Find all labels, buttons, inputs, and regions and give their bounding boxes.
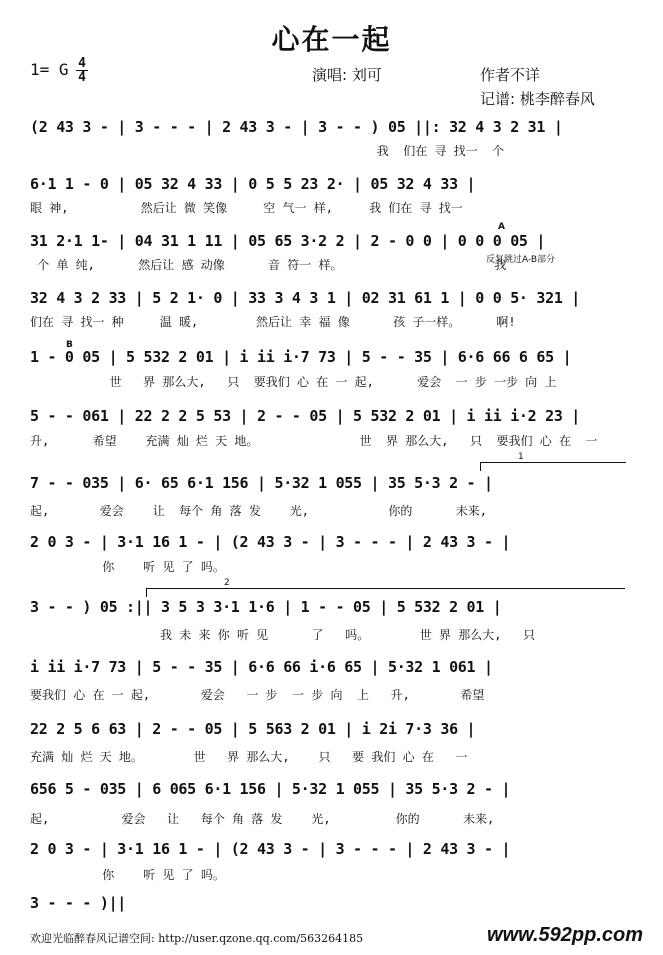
notation-line: 32 4 3 2 33 | 5 2 1· 0 | 33 3 4 3 1 | 02 31 61 1 | 0 0 5· 321 | — [30, 289, 581, 307]
notation-line: 5 - - 061 | 22 2 2 5 53 | 2 - - 05 | 5 532 2 01 | i ii i·2 23 | — [30, 407, 581, 425]
mark-a: A — [498, 222, 505, 232]
time-signature-top: 4 — [78, 56, 86, 71]
notation-line: 656 5 - 035 | 6 065 6·1 156 | 5·32 1 055 | 35 5·3 2 - | — [30, 780, 511, 798]
repeat-skip-remark: 反复跳过A-B部分 — [486, 255, 556, 265]
volta-2-number: 2 — [224, 578, 230, 588]
notation-line: 31 2·1 1- | 04 31 1 11 | 05 65 3·2 2 | 2 - 0 0 | 0 0 0 05 | — [30, 232, 546, 250]
lyric-line: 世 界 那么大, 只 要我们 心 在 一 起, 爱会 一 步 一步 向 上 — [30, 375, 557, 389]
notation-line: 3 - - - )|| — [30, 894, 127, 912]
notation-line: 3 - - ) 05 :|| 3 5 3 3·1 1·6 | 1 - - 05 | 5 532 2 01 | — [30, 598, 502, 616]
volta-1-number: 1 — [518, 452, 524, 462]
notation-line: 1 - 0 05 | 5 532 2 01 | i ii i·7 73 | 5 - - 35 | 6·6 66 6 65 | — [30, 348, 572, 366]
notation-line: (2 43 3 - | 3 - - - | 2 43 3 - | 3 - - ) 05 ||: 32 4 3 2 31 | — [30, 118, 563, 136]
lyric-line: 我 未 来 你 听 见 了 吗。 世 界 那么大, 只 — [30, 628, 536, 642]
notation-line: i ii i·7 73 | 5 - - 35 | 6·6 66 i·6 65 | 5·32 1 061 | — [30, 658, 493, 676]
lyric-line: 我 们在 寻 找一 个 — [30, 144, 505, 158]
volta-1-bracket — [480, 462, 626, 471]
singer: 演唱: 刘可 — [312, 66, 382, 84]
lyric-line: 升, 希望 充满 灿 烂 天 地。 世 界 那么大, 只 要我们 心 在 一 — [30, 434, 598, 448]
time-signature — [76, 58, 88, 83]
lyric-line: 要我们 心 在 一 起, 爱会 一 步 一 步 向 上 升, 希望 — [30, 688, 485, 702]
notation-line: 2 0 3 - | 3·1 16 1 - | (2 43 3 - | 3 - - - | 2 43 3 - | — [30, 533, 511, 551]
time-signature-bottom: 4 — [78, 70, 86, 85]
key-signature: 1= G — [30, 60, 69, 79]
footer-text: 欢迎光临醉春风记谱空间: http://user.qzone.qq.com/563264185 — [30, 932, 364, 945]
lyric-line: 充满 灿 烂 天 地。 世 界 那么大, 只 要 我们 心 在 一 — [30, 750, 468, 764]
notation-line: 22 2 5 6 63 | 2 - - 05 | 5 563 2 01 | i 2i 7·3 36 | — [30, 720, 476, 738]
volta-2-bracket — [146, 588, 625, 597]
song-title: 心在一起 — [271, 23, 392, 56]
lyric-line: 个 单 纯, 然后让 感 动像 音 符一 样。 我 — [30, 258, 507, 272]
notation-line: 7 - - 035 | 6· 65 6·1 156 | 5·32 1 055 | 35 5·3 2 - | — [30, 474, 493, 492]
transcriber: 记谱: 桃李醉春风 — [480, 90, 595, 108]
notation-line: 2 0 3 - | 3·1 16 1 - | (2 43 3 - | 3 - - - | 2 43 3 - | — [30, 840, 511, 858]
lyric-line: 们在 寻 找一 种 温 暖, 然后让 幸 福 像 孩 子一样。 啊! — [30, 315, 516, 329]
lyric-line: 你 听 见 了 吗。 — [30, 560, 225, 574]
lyric-line: 起, 爱会 让 每个 角 落 发 光, 你的 未来, — [30, 812, 495, 826]
lyric-line: 你 听 见 了 吗。 — [30, 868, 225, 882]
lyric-line: 眼 神, 然后让 微 笑像 空 气一 样, 我 们在 寻 找一 — [30, 201, 463, 215]
notation-line: 6·1 1 - 0 | 05 32 4 33 | 0 5 5 23 2· | 05 32 4 33 | — [30, 175, 476, 193]
footer-site-logo: www.592pp.com — [487, 924, 643, 946]
mark-b: B — [66, 340, 73, 350]
lyric-line: 起, 爱会 让 每个 角 落 发 光, 你的 未来, — [30, 504, 487, 518]
composer: 作者不详 — [480, 66, 541, 84]
